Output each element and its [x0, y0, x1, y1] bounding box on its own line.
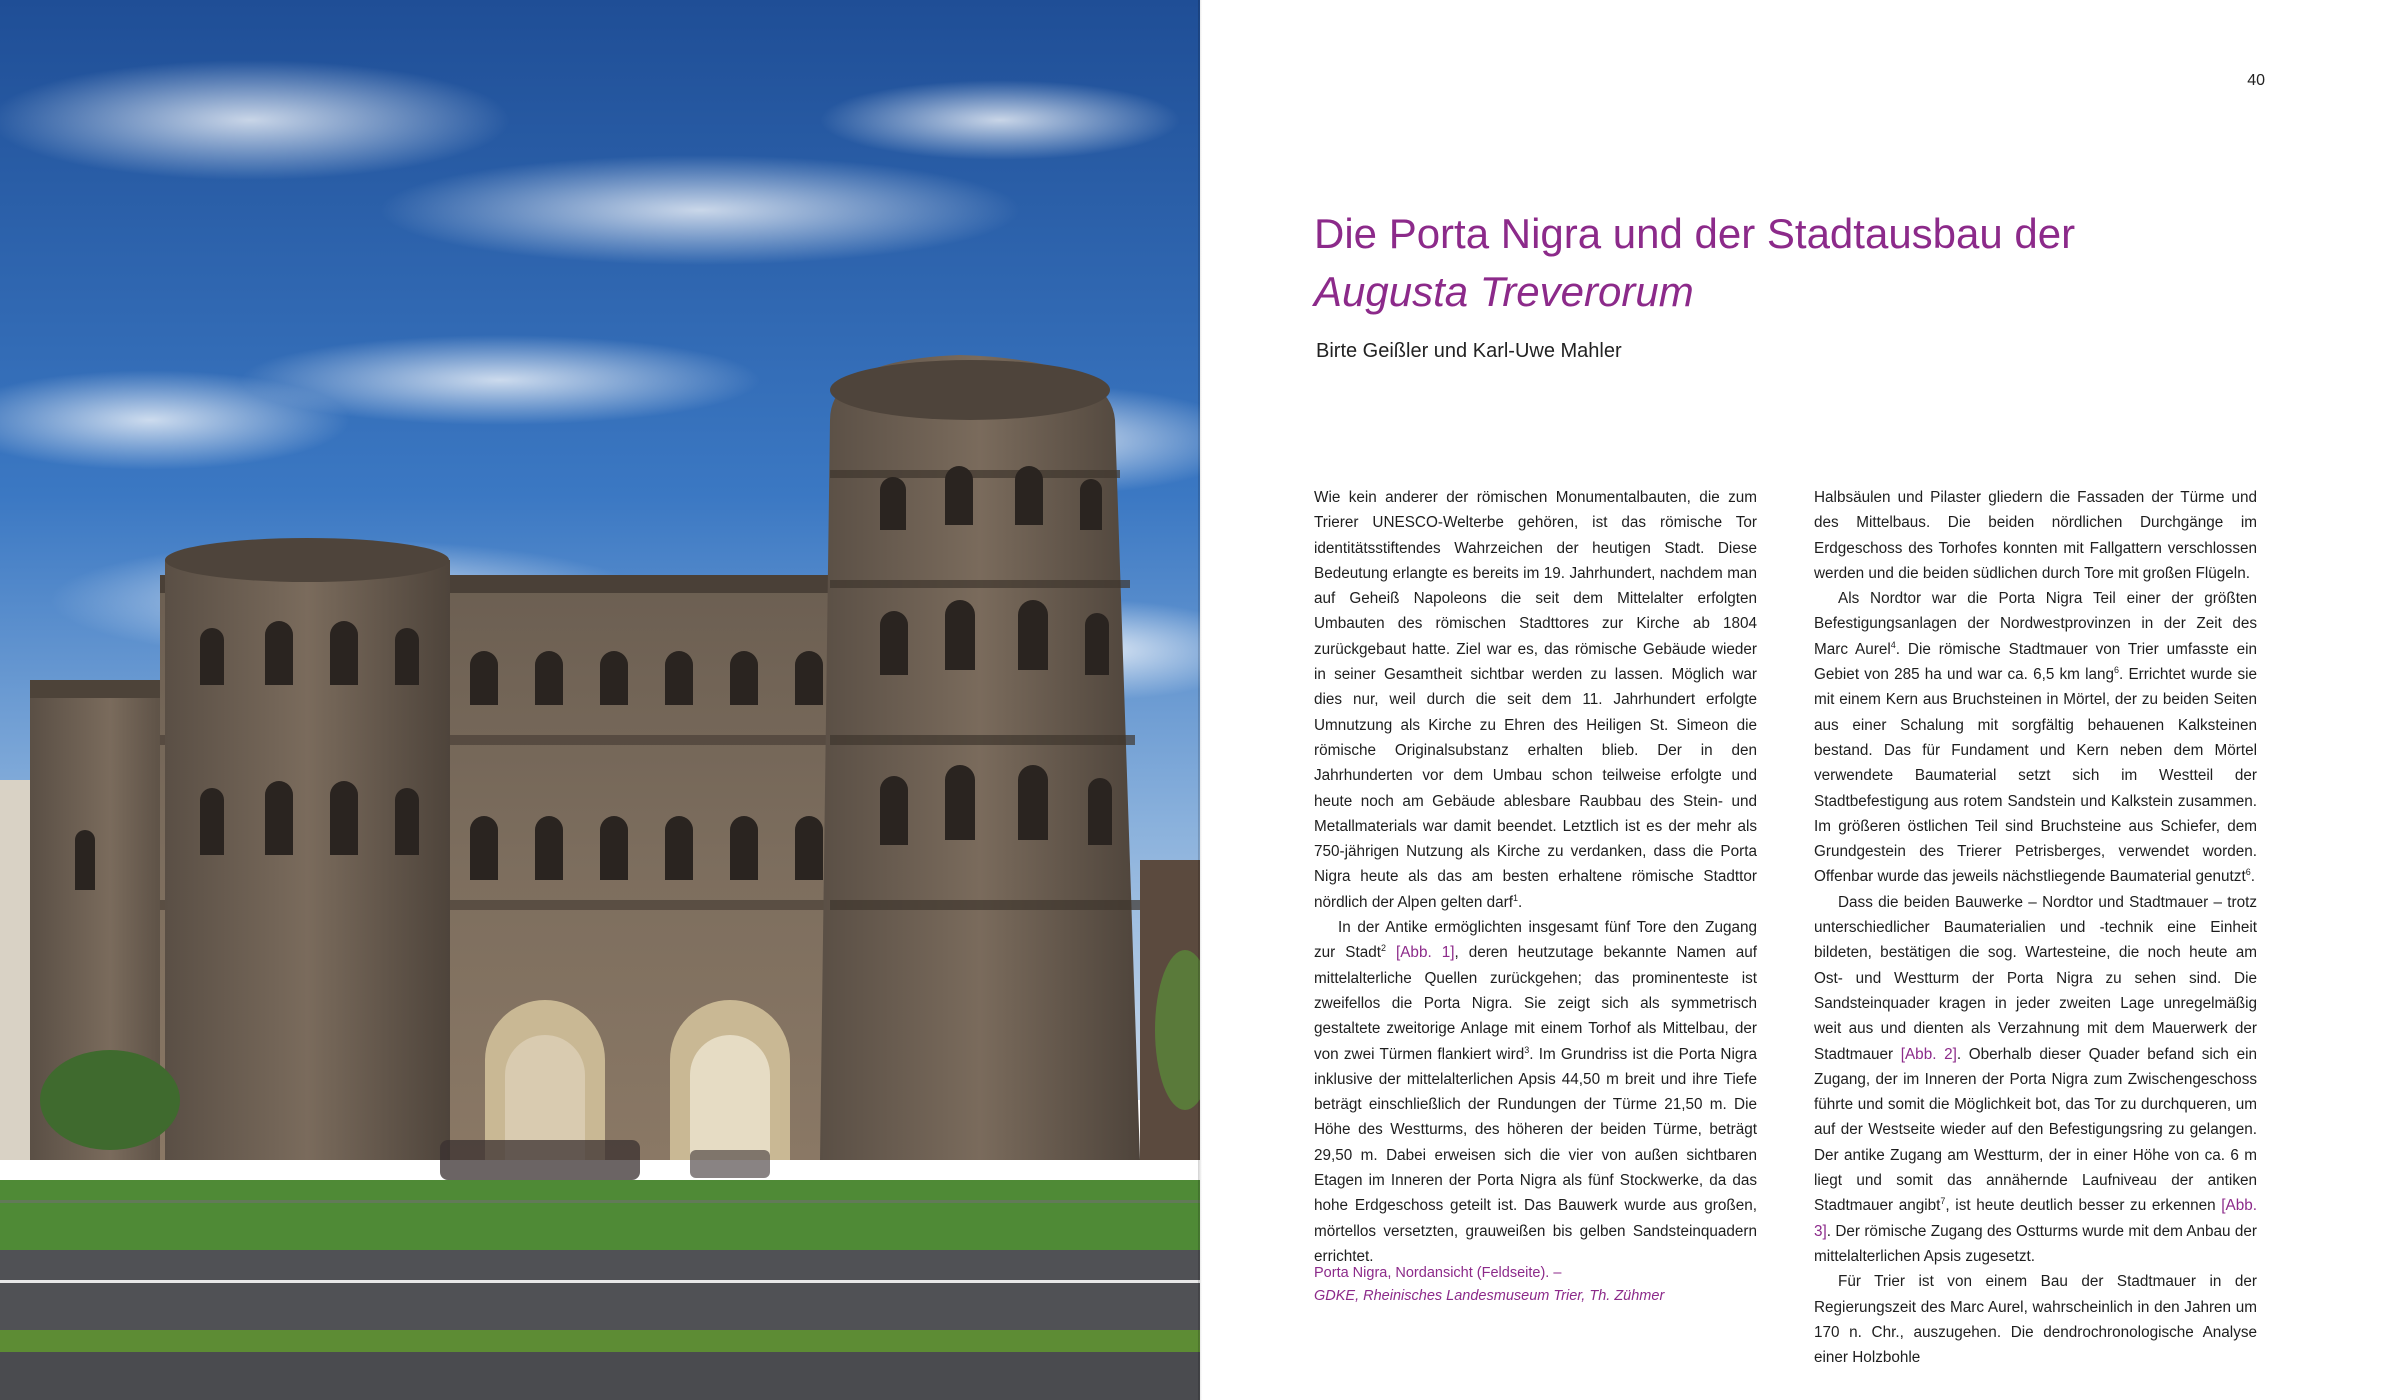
- footnote-ref[interactable]: 7: [1940, 1196, 1946, 1207]
- title-line-1: Die Porta Nigra und der Stadtausbau der: [1314, 210, 2076, 257]
- paragraph: Halbsäulen und Pilaster gliedern die Fassaden der Türme und des Mittelbaus. Die beiden nördlichen Durchgänge im Erdgeschoss des Torhofes konnten mit Fallgattern verschlossen werden und die beiden südlichen durch Tore mit großen Flügeln.: [1814, 489, 2257, 582]
- text-column-1: [1314, 485, 1757, 1269]
- article-title: [1314, 205, 2214, 321]
- footnote-ref[interactable]: 6: [2245, 867, 2251, 878]
- caption-text: Porta Nigra, Nordansicht (Feldseite). –: [1314, 1265, 1562, 1281]
- footnote-ref[interactable]: 6: [2114, 664, 2120, 675]
- footnote-ref[interactable]: 1: [1513, 892, 1519, 903]
- figure-ref[interactable]: [Abb. 1]: [1395, 944, 1455, 962]
- paragraph: Als Nordtor war die Porta Nigra Teil einer der größten Befestigungsanlagen der Nordwestprovinzen in der Zeit des Marc Aurel$^4$. Die römische Stadtmauer von Trier umfasste ein Gebiet von 285 ha und war ca. 6,5 km lang$^6$. Errichtet wurde sie mit einem Kern aus Bruchsteinen in Mörtel, der zu beiden Seiten aus einer Schalung mit sorgfältig behauenen Kalksteinen bestand. Das für Fundament und Kern neben dem Mörtel verwendete Baumaterial setzt sich im Westteil der Stadtbefestigung aus rotem Sandstein und Kalkstein zusammen. Im größeren östlichen Teil sind Bruchsteine aus Schiefer, dem Grundgestein des Trierer Petrisberges, verwendet worden. Offenbar wurde das jeweils nächstliegende Baumaterial genutzt$^6$.: [1814, 590, 2258, 886]
- text-page: [1200, 0, 2400, 1400]
- paragraph: Wie kein anderer der römischen Monumentalbauten, die zum Trierer UNESCO-Welterbe gehören, ist das römische Tor identitätsstiftendes Wahrzeichen der heutigen Stadt. Diese Bedeutung erlangte es bereits im 19. Jahrhundert, nachdem man auf Geheiß Napoleons die seit dem Mittelalter erfolgten Umbauten des römischen Stadttores zur Kirche ab 1804 zurückgebaut hatte. Ziel war es, das römische Gebäude wieder in seiner Gesamtheit sichtbar werden zu lassen. Möglich war dies nur, weil durch die seit dem 11. Jahrhundert erfolgte Umnutzung als Kirche zu Ehren des Heiligen St. Simeon die römische Originalsubstanz erhalten blieb. Der in den Jahrhunderten vor dem Umbau schon teilweise erfolgte und heute noch am Gebäude ablesbare Raubbau des Stein- und Metallmaterials war damit beendet. Letztlich ist es der mehr als 750-jährigen Nutzung als Kirche zu verdanken, dass die Porta Nigra heute als das am besten erhaltene römische Stadttor nördlich der Alpen gelten darf$^1$.: [1314, 489, 1757, 911]
- footnote-ref[interactable]: 2: [1380, 943, 1386, 954]
- text-column-2: [1814, 485, 2257, 1370]
- caption-credit: GDKE, Rheinisches Landesmuseum Trier, Th. Zühmer: [1314, 1288, 1665, 1304]
- figure-ref[interactable]: [Abb. 3]: [1814, 1197, 2257, 1240]
- footnote-ref[interactable]: 4: [1890, 639, 1896, 650]
- paragraph: Dass die beiden Bauwerke – Nordtor und Stadtmauer – trotz unterschiedlicher Baumaterialien und -technik eine Einheit bildeten, bestätigen die sog. Wartesteine, die noch heute am Ost- und Westturm der Porta Nigra zu sehen sind. Die Sandsteinquader kragen in jeder zweiten Lage unregelmäßig weit aus und dienten als Verzahnung mit dem Mauerwerk der Stadtmauer [Abb. 2]. Oberhalb dieser Quader befand sich ein Zugang, der im Inneren der Porta Nigra zum Zwischengeschoss führte und somit die Möglichkeit bot, das Tor zu durchqueren, um auf der Westseite wieder auf den Befestigungsring zu gelangen. Der antike Zugang am Westturm, der in einer Höhe von ca. 6 m liegt und somit das annähernde Laufniveau der antiken Stadtmauer angibt$^7$, ist heute deutlich besser zu erkennen [Abb. 3]. Der römische Zugang des Ostturms wurde mit dem Anbau der mittelalterlichen Apsis zugesetzt.: [1814, 893, 2257, 1265]
- figure-ref[interactable]: [Abb. 2]: [1900, 1045, 1957, 1063]
- page-number: 40: [2247, 72, 2265, 89]
- photo-caption: [1314, 1262, 1784, 1308]
- paragraph: Für Trier ist von einem Bau der Stadtmauer in der Regierungszeit des Marc Aurel, wahrscheinlich in den Jahren um 170 n. Chr., auszugehen. Die dendrochronologische Analyse einer Holzbohle: [1814, 1273, 2257, 1367]
- footnote-ref[interactable]: 3: [1524, 1044, 1530, 1055]
- title-line-2: Augusta Treverorum: [1314, 268, 1694, 315]
- paragraph: In der Antike ermöglichten insgesamt fünf Tore den Zugang zur Stadt$^2$ [Abb. 1], deren heutzutage bekannte Namen auf mittelalterliche Quellen zurückgehen; das prominenteste ist zweifellos die Porta Nigra. Sie zeigt sich als symmetrisch gestaltete zweitorige Anlage mit einem Torhof als Mittelbau, der von zwei Türmen flankiert wird$^3$. Im Grundriss ist die Porta Nigra inklusive der mittelalterlichen Apsis 44,50 m breit und ihre Tiefe beträgt einschließlich der Rundungen der Türme 21,50 m. Die Höhe des Westturms, des höheren der beiden Türme, beträgt 29,50 m. Dabei erweisen sich die vier von außen sichtbaren Etagen im Inneren der Porta Nigra als fünf Stockwerke, da das hohe Erdgeschoss geteilt ist. Das Bauwerk wurde aus großen, mörtellos versetzten, grauweißen bis gelben Sandsteinquadern errichtet.: [1314, 919, 1758, 1265]
- article-authors: Birte Geißler und Karl-Uwe Mahler: [1316, 340, 1622, 362]
